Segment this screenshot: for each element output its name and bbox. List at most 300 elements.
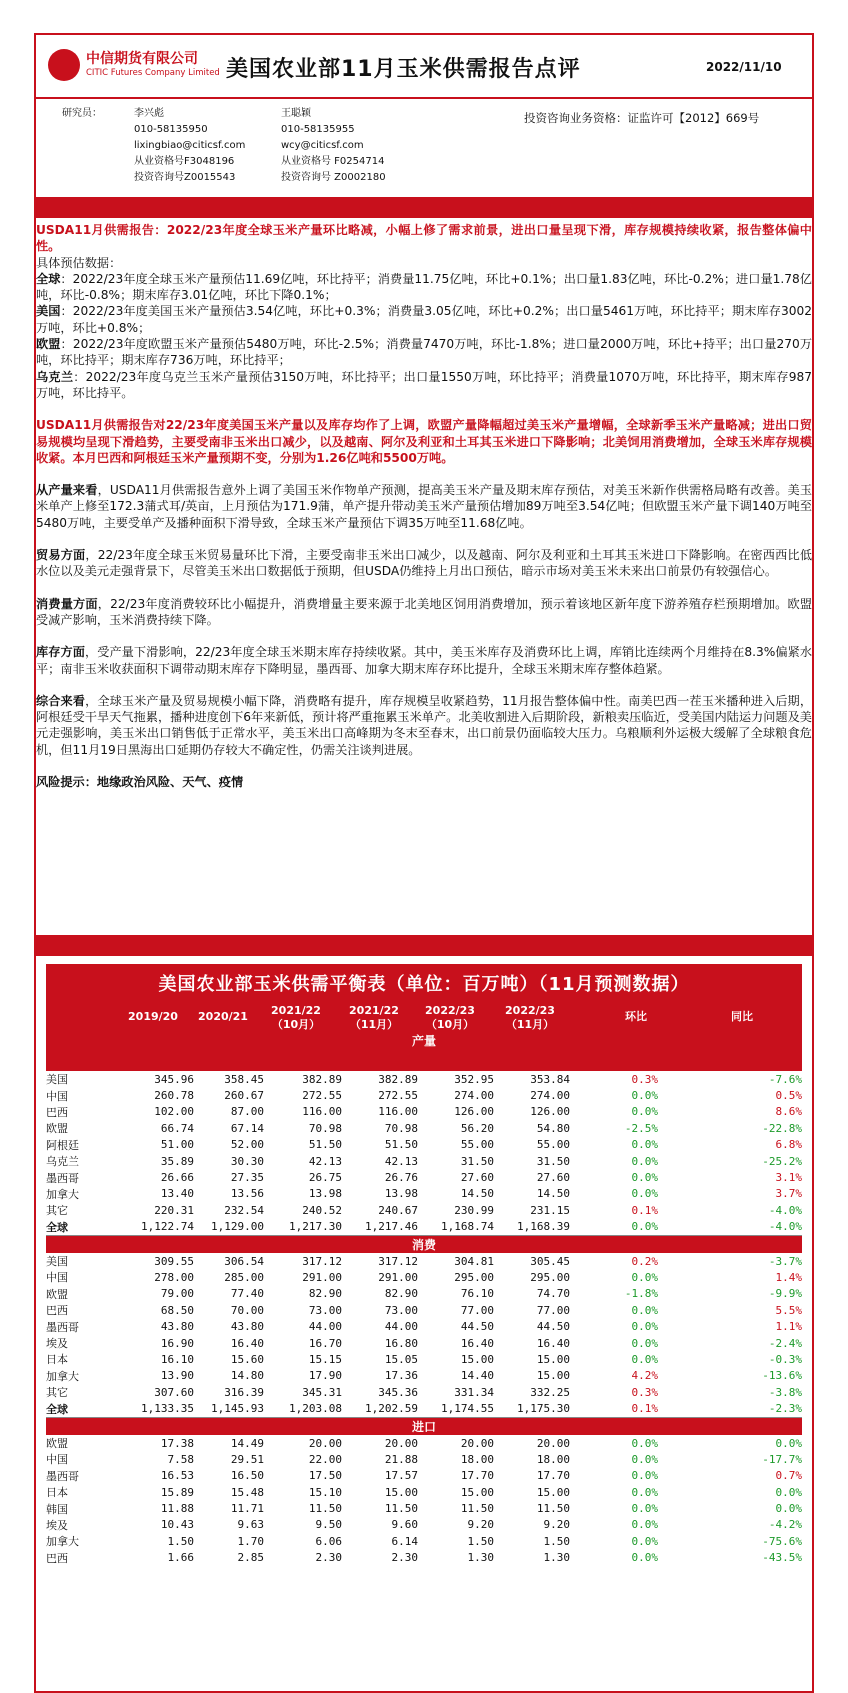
yoy-change-cell: -0.3% <box>768 1352 802 1366</box>
mom-change-cell: 0.0% <box>631 1534 658 1548</box>
eu-key: 欧盟 <box>36 337 61 352</box>
table-row <box>46 1071 802 1087</box>
table-cell: 382.89 <box>378 1072 418 1086</box>
table-cell: 44.00 <box>384 1320 418 1334</box>
table-row <box>46 1468 802 1484</box>
row-label: 欧盟 <box>46 1437 68 1450</box>
table-cell: 70.00 <box>230 1303 264 1317</box>
table-cell: 44.50 <box>536 1320 570 1334</box>
yoy-change-cell: -25.2% <box>762 1154 802 1168</box>
mom-change-cell: 4.2% <box>631 1369 658 1383</box>
row-label: 墨西哥 <box>46 1469 79 1483</box>
table-cell: 31.50 <box>460 1154 494 1168</box>
table-cell: 17.70 <box>536 1469 570 1483</box>
researcher-1-email[interactable]: lixingbiao@citicsf.com <box>134 140 246 151</box>
mom-change-cell: 0.0% <box>631 1485 658 1499</box>
table-cell: 358.45 <box>224 1072 264 1086</box>
row-label: 日本 <box>46 1353 68 1367</box>
table-row <box>46 1302 802 1318</box>
yoy-change-cell: -43.5% <box>762 1551 802 1565</box>
section-row <box>46 1235 802 1253</box>
table-row <box>46 1186 802 1202</box>
table-cell: 21.88 <box>384 1452 418 1466</box>
table-cell: 15.05 <box>384 1352 418 1366</box>
trade-paragraph <box>36 547 812 580</box>
table-row <box>46 1400 802 1417</box>
table-cell: 17.70 <box>460 1469 494 1483</box>
mom-change-cell: 0.0% <box>631 1187 658 1201</box>
table-cell: 11.88 <box>160 1502 194 1516</box>
table-cell: 6.14 <box>391 1534 418 1548</box>
table-row <box>46 1550 802 1566</box>
table-cell: 317.12 <box>378 1254 418 1268</box>
table-cell: 1,217.30 <box>264 1219 342 1236</box>
table-cell: 1,217.46 <box>342 1219 418 1236</box>
eu-paragraph <box>36 336 812 369</box>
yoy-change-cell: 0.0% <box>775 1485 802 1499</box>
row-label: 韩国 <box>46 1502 68 1516</box>
yoy-change-cell: -3.8% <box>768 1385 802 1399</box>
table-cell: 43.80 <box>160 1320 194 1334</box>
stock-key: 库存方面 <box>36 645 85 660</box>
table-cell: 1.50 <box>467 1534 494 1548</box>
table-cell: 42.13 <box>308 1154 342 1168</box>
table-cell: 102.00 <box>154 1105 194 1119</box>
table-cell: 230.99 <box>454 1203 494 1217</box>
col-header: 同比 <box>731 1010 753 1023</box>
ua-paragraph <box>36 369 812 402</box>
table-cell: 353.84 <box>530 1072 570 1086</box>
table-row <box>46 1104 802 1120</box>
table-cell: 70.98 <box>308 1121 342 1135</box>
summary-text: ，全球玉米产量及贸易规模小幅下降，消费略有提升，库存规模呈收紧趋势，11月报告整体偏中性。南美巴西一茬玉米播种进入后期，阿根廷受干旱天气拖累，播种进度创下6年来新低，预计将严重拖累玉米单产。北美收割进入后期阶段，新粮卖压临近，受美国内陆运力问题及美元走强影响，美玉米出口销售低于正常水平，美玉米出口高峰期为冬末至春末，出口前景仍面临较大压力。乌粮顺利外运极大缓解了全球粮食危机，但11月19日黑海出口延期仍存较大不确定性，仍需关注谈判进展。 <box>36 693 813 757</box>
risk-warning: 风险提示：地缘政治风险、天气、疫情 <box>36 775 244 790</box>
eu-text: ：2022/23年度欧盟玉米产量预估5480万吨，环比-2.5%；消费量7470万吨，环比-1.8%；进口量2000万吨，环比+持平；出口量270万吨，环比持平；期末库存736万吨，环比持平； <box>36 337 813 368</box>
row-label: 其它 <box>46 1386 68 1400</box>
table-cell: 232.54 <box>224 1203 264 1217</box>
table-cell: 126.00 <box>454 1105 494 1119</box>
table-row <box>46 1087 802 1103</box>
table-cell: 44.50 <box>460 1320 494 1334</box>
row-label: 墨西哥 <box>46 1171 79 1185</box>
stock-text: ，受产量下滑影响，22/23年度全球玉米期末库存持续收紧。其中，美玉米库存及消费环比上调，库销比连续两个月维持在8.3%偏紧水平；南非玉米收获面积下调带动期末库存下降明显，墨西哥、加拿大期末库存环比提升，全球玉米期末库存整体趋紧。 <box>36 645 813 676</box>
table-cell: 13.98 <box>308 1187 342 1201</box>
table-cell: 20.00 <box>308 1436 342 1450</box>
table-body <box>46 1071 802 1566</box>
table-cell: 317.12 <box>302 1254 342 1268</box>
yoy-change-cell: 0.5% <box>775 1089 802 1103</box>
table-cell: 20.00 <box>536 1436 570 1450</box>
researcher-1-phone: 010-58135950 <box>134 124 208 135</box>
table-cell: 260.67 <box>224 1089 264 1103</box>
table-cell: 15.60 <box>230 1352 264 1366</box>
table-row <box>46 1351 802 1367</box>
col-header: 2021/22 （11月） <box>349 1004 399 1031</box>
researcher-2-license: 从业资格号 F0254714 <box>281 156 385 167</box>
table-cell: 51.50 <box>384 1138 418 1152</box>
table-cell: 14.50 <box>536 1187 570 1201</box>
table-cell: 352.95 <box>454 1072 494 1086</box>
table-cell: 1,129.00 <box>194 1219 264 1236</box>
report-date: 2022/11/10 <box>706 60 782 74</box>
table-cell: 272.55 <box>302 1089 342 1103</box>
global-paragraph <box>36 271 812 304</box>
row-label: 全球 <box>46 1400 118 1417</box>
report-body <box>36 222 812 790</box>
table-cell: 1,145.93 <box>194 1400 264 1417</box>
table-cell: 304.81 <box>454 1254 494 1268</box>
table-row <box>46 1484 802 1500</box>
table-cell: 16.40 <box>230 1336 264 1350</box>
table-cell: 66.74 <box>160 1121 194 1135</box>
report-header <box>36 35 812 97</box>
yoy-change-cell: -4.0% <box>768 1203 802 1217</box>
col-header: 2022/23 （11月） <box>505 1004 555 1031</box>
table-cell: 7.58 <box>167 1452 194 1466</box>
section-header-production: 产量 <box>411 1034 436 1048</box>
mom-change-cell: 0.1% <box>631 1203 658 1217</box>
table-cell: 44.00 <box>308 1320 342 1334</box>
table-cell: 231.15 <box>530 1203 570 1217</box>
table-cell: 1,174.55 <box>418 1400 494 1417</box>
table-cell: 15.00 <box>536 1352 570 1366</box>
table-cell: 272.55 <box>378 1089 418 1103</box>
table-cell: 316.39 <box>224 1385 264 1399</box>
yoy-change-cell: -3.7% <box>768 1254 802 1268</box>
ua-key: 乌克兰 <box>36 369 74 384</box>
researcher-label: 研究员： <box>62 108 102 119</box>
table-cell: 70.98 <box>384 1121 418 1135</box>
row-label: 美国 <box>46 1255 68 1269</box>
table-cell: 306.54 <box>224 1254 264 1268</box>
mom-change-cell: 0.0% <box>631 1303 658 1317</box>
report-title: 美国农业部11月玉米供需报告点评 <box>226 57 581 82</box>
table-cell: 1,122.74 <box>118 1219 194 1236</box>
mom-change-cell: -1.8% <box>624 1287 658 1301</box>
yoy-change-cell: 8.6% <box>775 1105 802 1119</box>
yoy-change-cell: -2.4% <box>768 1336 802 1350</box>
table-row <box>46 1153 802 1169</box>
table-cell: 15.00 <box>460 1485 494 1499</box>
us-key: 美国 <box>36 304 61 319</box>
table-cell: 9.20 <box>543 1518 570 1532</box>
table-cell: 345.36 <box>378 1385 418 1399</box>
table-cell: 13.40 <box>160 1187 194 1201</box>
table-cell: 51.00 <box>160 1138 194 1152</box>
mom-change-cell: 0.0% <box>631 1138 658 1152</box>
table-cell: 27.60 <box>536 1171 570 1185</box>
table-cell: 55.00 <box>536 1138 570 1152</box>
mom-change-cell: 0.2% <box>631 1254 658 1268</box>
red-separator-top <box>36 197 812 218</box>
table-row <box>46 1202 802 1218</box>
table-cell: 274.00 <box>530 1089 570 1103</box>
mom-change-cell: 0.3% <box>631 1385 658 1399</box>
table-cell: 9.63 <box>237 1518 264 1532</box>
table-cell: 9.50 <box>315 1518 342 1532</box>
col-header: 环比 <box>625 1010 647 1023</box>
row-label: 加拿大 <box>46 1369 79 1383</box>
table-cell: 1.70 <box>237 1534 264 1548</box>
row-label: 其它 <box>46 1204 68 1218</box>
researcher-1-name: 李兴彪 <box>134 108 164 119</box>
row-label: 巴西 <box>46 1551 68 1565</box>
table-cell: 9.60 <box>391 1518 418 1532</box>
table-cell: 15.00 <box>536 1369 570 1383</box>
red-separator-bottom <box>36 935 812 956</box>
researcher-1-license: 从业资格号F3048196 <box>134 156 235 167</box>
stock-paragraph <box>36 644 812 677</box>
table-cell: 331.34 <box>454 1385 494 1399</box>
row-label: 中国 <box>46 1271 68 1285</box>
table-cell: 74.70 <box>536 1287 570 1301</box>
table-row <box>46 1517 802 1533</box>
table-cell: 26.75 <box>308 1171 342 1185</box>
yoy-change-cell: -22.8% <box>762 1121 802 1135</box>
mom-change-cell: 0.0% <box>631 1336 658 1350</box>
row-label: 巴西 <box>46 1304 68 1318</box>
yoy-change-cell: 1.1% <box>775 1320 802 1334</box>
table-cell: 56.20 <box>460 1121 494 1135</box>
table-cell: 11.50 <box>460 1502 494 1516</box>
yoy-change-cell: -2.3% <box>670 1400 802 1417</box>
table-row <box>46 1435 802 1451</box>
row-label: 阿根廷 <box>46 1138 79 1152</box>
table-cell: 18.00 <box>460 1452 494 1466</box>
table-cell: 1.50 <box>167 1534 194 1548</box>
table-cell: 15.15 <box>308 1352 342 1366</box>
table-cell: 27.60 <box>460 1171 494 1185</box>
row-label: 中国 <box>46 1089 68 1103</box>
table-cell: 31.50 <box>536 1154 570 1168</box>
table-cell: 16.53 <box>160 1469 194 1483</box>
researcher-2-advisory: 投资咨询号 Z0002180 <box>281 172 386 183</box>
trade-key: 贸易方面 <box>36 548 86 563</box>
table-cell: 52.00 <box>230 1138 264 1152</box>
table-cell: 11.50 <box>384 1502 418 1516</box>
table-cell: 73.00 <box>308 1303 342 1317</box>
table-cell: 285.00 <box>224 1270 264 1284</box>
table-cell: 345.31 <box>302 1385 342 1399</box>
table-cell: 17.36 <box>384 1369 418 1383</box>
table-title: 美国农业部玉米供需平衡表（单位：百万吨）（11月预测数据） <box>158 974 690 995</box>
table-row <box>46 1318 802 1334</box>
table-cell: 26.66 <box>160 1171 194 1185</box>
production-text: ，USDA11月供需报告意外上调了美国玉米作物单产预测，提高美玉米产量及期末库存预估，对美玉米新作供需格局略有改善。美玉米单产上修至172.3蒲式耳/英亩，上月预估为171.9蒲，单产提升带动美玉米产量预估增加89万吨至3.54亿吨；但欧盟玉米产量下调140万吨至5480万吨，主要受单产及播种面积下滑导致，全球玉米产量预估下调35万吨至11.68亿吨。 <box>36 483 813 530</box>
table-cell: 291.00 <box>378 1270 418 1284</box>
table-cell: 30.30 <box>230 1154 264 1168</box>
table-cell: 15.10 <box>308 1485 342 1499</box>
row-label: 埃及 <box>46 1518 68 1532</box>
yoy-change-cell: 5.5% <box>775 1303 802 1317</box>
table-cell: 1,168.39 <box>494 1219 570 1236</box>
table-row <box>46 1500 802 1516</box>
row-label: 加拿大 <box>46 1187 79 1201</box>
researcher-2-phone: 010-58135955 <box>281 124 355 135</box>
table-cell: 6.06 <box>315 1534 342 1548</box>
mom-change-cell: 0.0% <box>631 1154 658 1168</box>
table-cell: 260.78 <box>154 1089 194 1103</box>
consumption-text: ，22/23年度消费较环比小幅提升，消费增量主要来源于北美地区饲用消费增加，预示着该地区新年度下游养殖存栏预期增加。欧盟受减产影响，玉米消费持续下降。 <box>36 596 813 627</box>
mom-change-cell: 0.0% <box>631 1270 658 1284</box>
table-cell: 17.38 <box>160 1436 194 1450</box>
row-label: 巴西 <box>46 1105 68 1119</box>
global-text: ：2022/23年度全球玉米产量预估11.69亿吨，环比持平；消费量11.75亿吨，环比+0.1%；出口量1.83亿吨，环比-0.2%；进口量1.78亿吨，环比-0.8%；期末库存3.01亿吨，环比下降0.1%； <box>36 271 812 303</box>
table-cell: 35.89 <box>160 1154 194 1168</box>
table-cell: 54.80 <box>536 1121 570 1135</box>
production-key: 从产量来看 <box>36 483 98 498</box>
table-row <box>46 1368 802 1384</box>
row-label: 日本 <box>46 1486 68 1500</box>
table-cell: 16.90 <box>160 1336 194 1350</box>
mom-change-cell: 0.0% <box>631 1352 658 1366</box>
yoy-change-cell: 0.7% <box>775 1469 802 1483</box>
table-cell: 51.50 <box>308 1138 342 1152</box>
table-row <box>46 1253 802 1269</box>
table-cell: 87.00 <box>230 1105 264 1119</box>
us-text: ：2022/23年度美国玉米产量预估3.54亿吨，环比+0.3%；消费量3.05亿吨，环比+0.2%；出口量5461万吨，环比持平；期末库存3002万吨，环比+0.8%； <box>36 304 812 335</box>
mom-change-cell: 0.0% <box>631 1551 658 1565</box>
mom-change-cell: 0.0% <box>631 1171 658 1185</box>
row-label: 欧盟 <box>46 1122 68 1136</box>
table-cell: 79.00 <box>160 1287 194 1301</box>
table-cell: 309.55 <box>154 1254 194 1268</box>
yoy-change-cell: -9.9% <box>768 1287 802 1301</box>
mom-change-cell: 0.0% <box>631 1452 658 1466</box>
table-cell: 16.40 <box>536 1336 570 1350</box>
mom-change-cell: 0.0% <box>631 1502 658 1516</box>
trade-text: ，22/23年度全球玉米贸易量环比下滑，主要受南非玉米出口减少，以及越南、阿尔及利亚和土耳其玉米进口下降影响。在密西西比低水位以及美元走强背景下，尽管美玉米出口数据低于预期，但USDA仍维持上月出口预估，暗示市场对美玉米未来出口前景仍有较强信心。 <box>36 548 813 579</box>
table-row <box>46 1269 802 1285</box>
table-row <box>46 1169 802 1185</box>
table-cell: 76.10 <box>460 1287 494 1301</box>
table-row <box>46 1451 802 1467</box>
mom-change-cell: 0.0% <box>631 1320 658 1334</box>
table-cell: 16.50 <box>230 1469 264 1483</box>
company-name-en: CITIC Futures Company Limited <box>86 68 220 78</box>
col-header: 2021/22 （10月） <box>271 1004 321 1031</box>
row-label: 中国 <box>46 1453 68 1467</box>
row-label: 墨西哥 <box>46 1320 79 1334</box>
table-cell: 13.90 <box>160 1369 194 1383</box>
table-cell: 126.00 <box>530 1105 570 1119</box>
researcher-1-advisory: 投资咨询号Z0015543 <box>134 172 236 183</box>
table-cell: 14.40 <box>460 1369 494 1383</box>
table-cell: 10.43 <box>160 1518 194 1532</box>
summary-paragraph <box>36 693 812 758</box>
table-cell: 82.90 <box>308 1287 342 1301</box>
table-cell: 16.10 <box>160 1352 194 1366</box>
yoy-change-cell: 1.4% <box>775 1270 802 1284</box>
lead-paragraph: USDA11月供需报告：2022/23年度全球玉米产量环比略减，小幅上修了需求前景，进出口量呈现下滑，库存规模持续收紧，报告整体偏中性。 <box>36 223 812 254</box>
table-row <box>46 1335 802 1351</box>
table-cell: 2.85 <box>237 1551 264 1565</box>
row-label: 全球 <box>46 1219 118 1236</box>
table-cell: 67.14 <box>230 1121 264 1135</box>
table-cell: 82.90 <box>384 1287 418 1301</box>
yoy-change-cell: 0.0% <box>775 1502 802 1516</box>
global-key: 全球 <box>36 271 61 286</box>
yoy-change-cell: 3.1% <box>775 1171 802 1185</box>
table-cell: 1.66 <box>167 1551 194 1565</box>
row-label: 美国 <box>46 1073 68 1087</box>
table-cell: 16.70 <box>308 1336 342 1350</box>
researchers-block <box>36 100 812 192</box>
table-cell: 240.67 <box>378 1203 418 1217</box>
table-cell: 20.00 <box>384 1436 418 1450</box>
table-cell: 291.00 <box>302 1270 342 1284</box>
row-label: 加拿大 <box>46 1535 79 1549</box>
row-label: 埃及 <box>46 1337 68 1351</box>
table-cell: 332.25 <box>530 1385 570 1399</box>
col-header: 2020/21 <box>198 1010 248 1023</box>
table-row <box>46 1384 802 1400</box>
table-cell: 305.45 <box>530 1254 570 1268</box>
row-label: 乌克兰 <box>46 1155 79 1169</box>
table-cell: 14.50 <box>460 1187 494 1201</box>
table-cell: 116.00 <box>302 1105 342 1119</box>
table-cell: 17.90 <box>308 1369 342 1383</box>
yoy-change-cell: -17.7% <box>762 1452 802 1466</box>
table-cell: 22.00 <box>308 1452 342 1466</box>
mom-change-cell: 0.1% <box>570 1400 670 1417</box>
mom-change-cell: 0.0% <box>631 1518 658 1532</box>
table-cell: 77.40 <box>230 1287 264 1301</box>
researcher-2-email[interactable]: wcy@citicsf.com <box>281 140 364 151</box>
table-cell: 17.57 <box>384 1469 418 1483</box>
table-cell: 15.00 <box>460 1352 494 1366</box>
table-cell: 295.00 <box>530 1270 570 1284</box>
yoy-change-cell: 6.8% <box>775 1138 802 1152</box>
intro-line: 具体预估数据： <box>36 255 122 270</box>
yoy-change-cell: 3.7% <box>775 1187 802 1201</box>
col-header: 2019/20 <box>128 1010 178 1023</box>
table-cell: 13.56 <box>230 1187 264 1201</box>
table-cell: 278.00 <box>154 1270 194 1284</box>
table-cell: 1.50 <box>543 1534 570 1548</box>
table-cell: 17.50 <box>308 1469 342 1483</box>
yoy-change-cell: -7.6% <box>768 1072 802 1086</box>
qualification-text: 投资咨询业务资格：证监许可【2012】669号 <box>524 111 760 125</box>
production-paragraph <box>36 482 812 531</box>
yoy-change-cell: -75.6% <box>762 1534 802 1548</box>
company-name-cn: 中信期货有限公司 <box>86 51 198 67</box>
yoy-change-cell: -13.6% <box>762 1369 802 1383</box>
table-cell: 14.80 <box>230 1369 264 1383</box>
balance-table <box>46 964 802 1566</box>
mom-change-cell: 0.0% <box>570 1219 670 1236</box>
consumption-paragraph <box>36 596 812 629</box>
table-cell: 1,133.35 <box>118 1400 194 1417</box>
table-row <box>46 1533 802 1549</box>
table-cell: 220.31 <box>154 1203 194 1217</box>
mom-change-cell: 0.0% <box>631 1469 658 1483</box>
section-label: 消费 <box>46 1235 802 1253</box>
row-label: 欧盟 <box>46 1287 68 1301</box>
table-cell: 1.30 <box>467 1551 494 1565</box>
table-row <box>46 1137 802 1153</box>
table-cell: 307.60 <box>154 1385 194 1399</box>
table-header <box>46 964 802 1071</box>
table-cell: 1.30 <box>543 1551 570 1565</box>
mom-change-cell: 0.0% <box>631 1105 658 1119</box>
us-paragraph <box>36 303 812 336</box>
table-cell: 11.71 <box>230 1502 264 1516</box>
table-cell: 15.00 <box>384 1485 418 1499</box>
table-cell: 1,202.59 <box>342 1400 418 1417</box>
section-row <box>46 1417 802 1435</box>
table-cell: 77.00 <box>536 1303 570 1317</box>
